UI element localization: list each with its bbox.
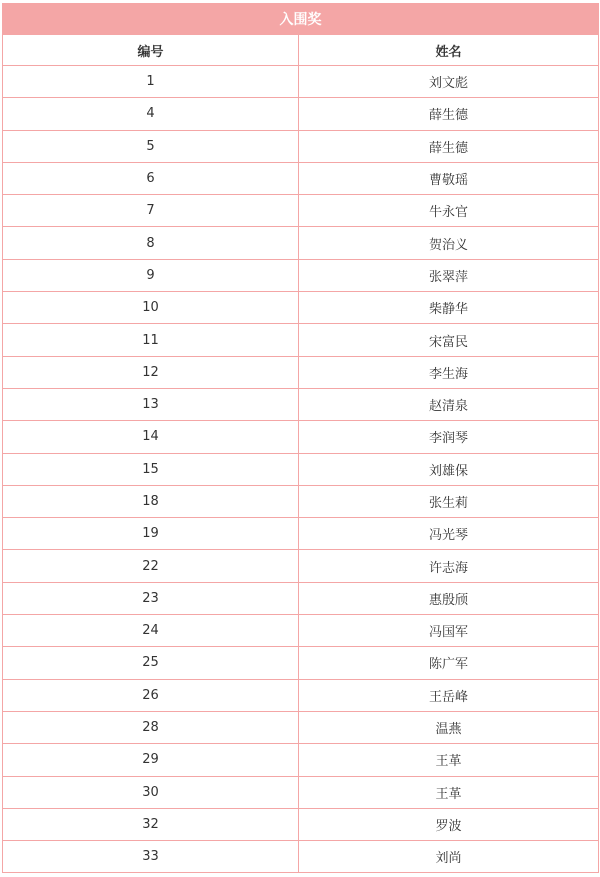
row-number: 7 (3, 195, 299, 227)
table-row (3, 776, 599, 808)
table-row (3, 421, 599, 453)
row-name: 王革 (299, 776, 599, 808)
row-name: 冯国军 (299, 615, 599, 647)
row-number: 11 (3, 324, 299, 356)
table-row (3, 292, 599, 324)
row-name: 王革 (299, 744, 599, 776)
row-name: 曹敬瑶 (299, 162, 599, 194)
row-number: 12 (3, 356, 299, 388)
row-name: 张翠萍 (299, 259, 599, 291)
row-name: 薛生德 (299, 130, 599, 162)
table-row (3, 453, 599, 485)
row-name: 许志海 (299, 550, 599, 582)
row-number: 26 (3, 679, 299, 711)
table-row (3, 841, 599, 873)
row-number: 22 (3, 550, 299, 582)
row-name: 薛生德 (299, 98, 599, 130)
table-row (3, 615, 599, 647)
table-row (3, 518, 599, 550)
row-name: 刘尚 (299, 841, 599, 873)
row-number: 25 (3, 647, 299, 679)
row-name: 赵清泉 (299, 388, 599, 420)
row-number: 30 (3, 776, 299, 808)
row-number: 9 (3, 259, 299, 291)
row-name: 王岳峰 (299, 679, 599, 711)
row-name: 李润琴 (299, 421, 599, 453)
table-row (3, 647, 599, 679)
table-row (3, 550, 599, 582)
row-name: 刘文彪 (299, 66, 599, 98)
row-number: 24 (3, 615, 299, 647)
row-name: 惠殷颀 (299, 582, 599, 614)
table-row (3, 324, 599, 356)
table-row (3, 162, 599, 194)
table-title: 入围奖 (3, 4, 599, 35)
row-number: 29 (3, 744, 299, 776)
row-number: 23 (3, 582, 299, 614)
row-name: 宋富民 (299, 324, 599, 356)
table-row (3, 259, 599, 291)
row-number: 1 (3, 66, 299, 98)
table-row (3, 388, 599, 420)
table-row (3, 356, 599, 388)
row-number: 32 (3, 808, 299, 840)
row-name: 温燕 (299, 711, 599, 743)
row-number: 19 (3, 518, 299, 550)
row-name: 牛永官 (299, 195, 599, 227)
row-number: 5 (3, 130, 299, 162)
row-number: 14 (3, 421, 299, 453)
table-row (3, 582, 599, 614)
row-name: 李生海 (299, 356, 599, 388)
row-number: 13 (3, 388, 299, 420)
row-number: 33 (3, 841, 299, 873)
table-row (3, 195, 599, 227)
row-number: 8 (3, 227, 299, 259)
row-name: 罗波 (299, 808, 599, 840)
row-name: 张生莉 (299, 485, 599, 517)
table-body (3, 66, 599, 873)
row-name: 陈广军 (299, 647, 599, 679)
row-name: 冯光琴 (299, 518, 599, 550)
row-number: 6 (3, 162, 299, 194)
header-row (3, 35, 599, 66)
table-row (3, 679, 599, 711)
table-row (3, 98, 599, 130)
table-row (3, 808, 599, 840)
table-row (3, 485, 599, 517)
table-row (3, 711, 599, 743)
title-row (3, 4, 599, 35)
row-name: 贺治义 (299, 227, 599, 259)
header-number: 编号 (3, 35, 299, 66)
table-row (3, 227, 599, 259)
row-number: 15 (3, 453, 299, 485)
table-row (3, 744, 599, 776)
award-table (2, 3, 599, 873)
table-row (3, 130, 599, 162)
row-number: 18 (3, 485, 299, 517)
row-name: 刘雄保 (299, 453, 599, 485)
row-number: 28 (3, 711, 299, 743)
table-row (3, 66, 599, 98)
row-number: 4 (3, 98, 299, 130)
row-number: 10 (3, 292, 299, 324)
row-name: 柴静华 (299, 292, 599, 324)
header-name: 姓名 (299, 35, 599, 66)
